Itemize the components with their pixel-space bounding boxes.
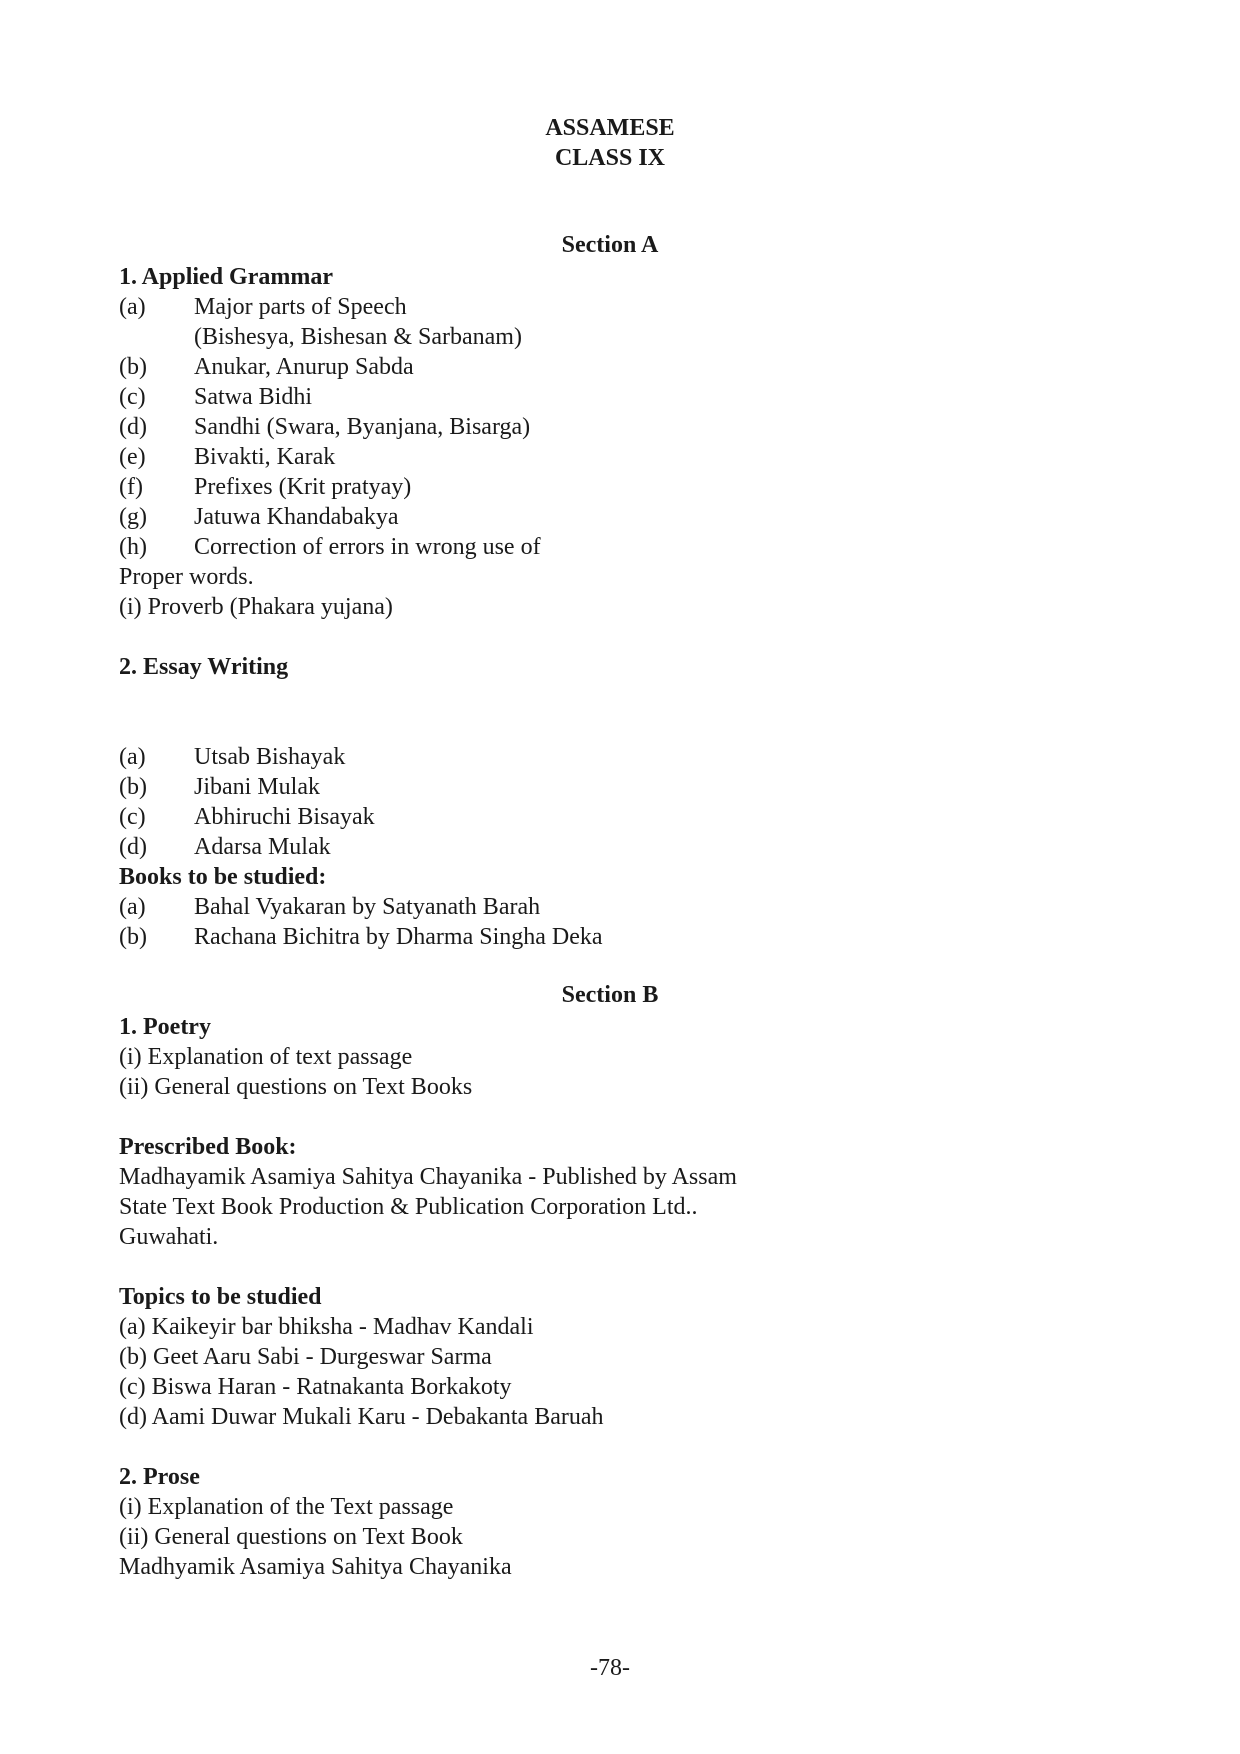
- list-item: (b) Jibani Mulak: [119, 774, 320, 800]
- list-item: (a) Utsab Bishayak: [119, 744, 346, 770]
- list-item: (i) Proverb (Phakara yujana): [119, 594, 393, 620]
- poetry-heading: 1. Poetry: [119, 1014, 211, 1040]
- section-a-heading: Section A: [561, 232, 659, 258]
- list-item: (b) Anukar, Anurup Sabda: [119, 354, 414, 380]
- document-title: [0, 113, 1220, 173]
- prose-heading: 2. Prose: [119, 1464, 200, 1490]
- prescribed-book-line: Madhayamik Asamiya Sahitya Chayanika - Published by Assam: [119, 1164, 737, 1190]
- poetry-block: [119, 1012, 1119, 1102]
- list-item: (b) Geet Aaru Sabi - Durgeswar Sarma: [119, 1344, 492, 1370]
- section-b-heading: Section B: [561, 982, 659, 1008]
- prescribed-book-block: [119, 1132, 1119, 1252]
- applied-grammar-block: [119, 262, 1119, 622]
- essay-list: [119, 742, 1119, 952]
- class-title: CLASS IX: [554, 145, 666, 171]
- list-item: (d) Aami Duwar Mukali Karu - Debakanta Baruah: [119, 1404, 604, 1430]
- list-item: (a) Kaikeyir bar bhiksha - Madhav Kandali: [119, 1314, 534, 1340]
- prescribed-book-line: Guwahati.: [119, 1224, 219, 1250]
- essay-writing-heading: 2. Essay Writing: [119, 654, 289, 680]
- essay-writing-block: [119, 652, 1119, 682]
- list-item: (f) Prefixes (Krit pratyay): [119, 474, 412, 500]
- list-item: (g) Jatuwa Khandabakya: [119, 504, 399, 530]
- list-item: (a) Bahal Vyakaran by Satyanath Barah: [119, 894, 541, 920]
- topics-heading: Topics to be studied: [119, 1284, 322, 1310]
- list-item: (c) Biswa Haran - Ratnakanta Borkakoty: [119, 1374, 512, 1400]
- list-item: (Bishesya, Bishesan & Sarbanam): [194, 324, 522, 350]
- subject-title: ASSAMESE: [545, 115, 675, 141]
- list-item: (ii) General questions on Text Book: [119, 1524, 463, 1550]
- list-item: (e) Bivakti, Karak: [119, 444, 336, 470]
- list-item: (i) Explanation of the Text passage: [119, 1494, 454, 1520]
- list-item-continuation: Proper words.: [119, 564, 254, 590]
- list-item: (ii) General questions on Text Books: [119, 1074, 473, 1100]
- applied-grammar-heading: 1. Applied Grammar: [119, 264, 333, 290]
- list-item: (d) Sandhi (Swara, Byanjana, Bisarga): [119, 414, 531, 440]
- list-item: (h) Correction of errors in wrong use of: [119, 534, 541, 560]
- list-item: (d) Adarsa Mulak: [119, 834, 331, 860]
- page-number: -78-: [590, 1655, 630, 1681]
- books-heading: Books to be studied:: [119, 864, 327, 890]
- list-item: (a) Major parts of Speech: [119, 294, 407, 320]
- list-item: (c) Satwa Bidhi: [119, 384, 312, 410]
- prose-block: [119, 1462, 1119, 1582]
- list-item: (b) Rachana Bichitra by Dharma Singha Deka: [119, 924, 603, 950]
- list-item: (i) Explanation of text passage: [119, 1044, 413, 1070]
- prescribed-book-heading: Prescribed Book:: [119, 1134, 297, 1160]
- list-item: Madhyamik Asamiya Sahitya Chayanika: [119, 1554, 512, 1580]
- list-item: (c) Abhiruchi Bisayak: [119, 804, 375, 830]
- prescribed-book-line: State Text Book Production & Publication Corporation Ltd..: [119, 1194, 698, 1220]
- topics-block: [119, 1282, 1119, 1432]
